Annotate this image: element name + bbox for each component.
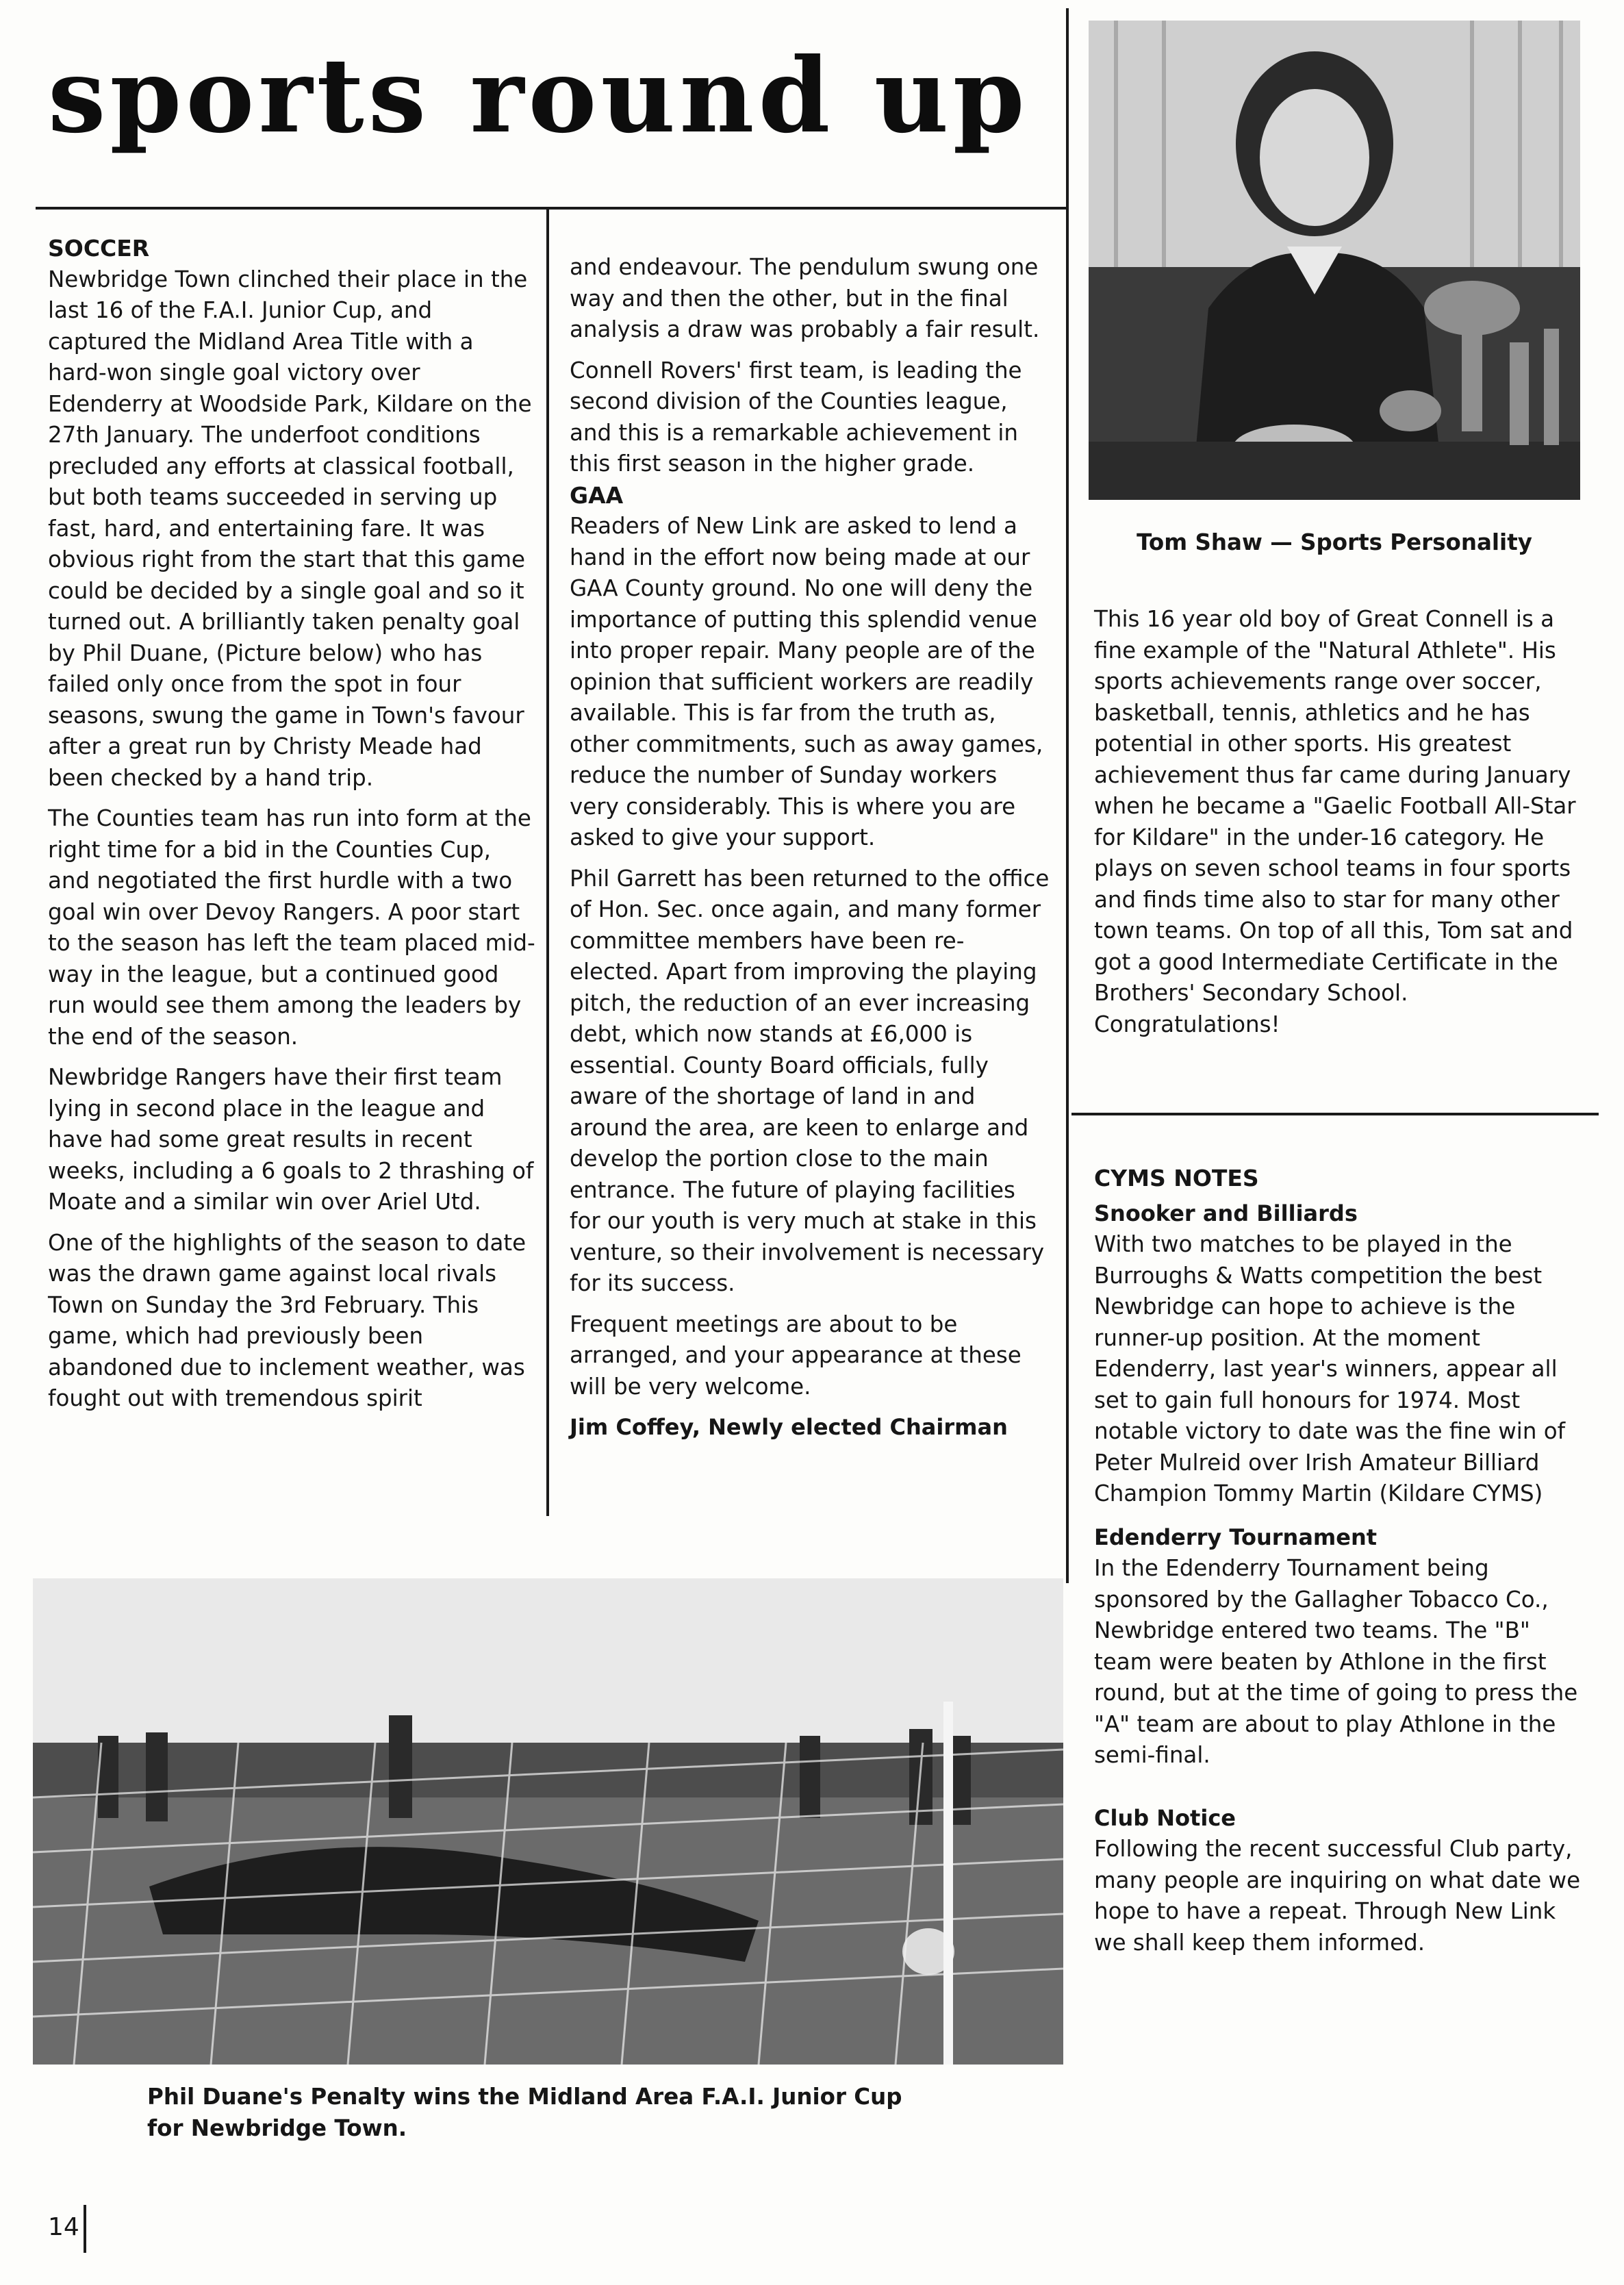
cyms-heading: CYMS NOTES bbox=[1094, 1165, 1259, 1191]
middle-column bbox=[570, 252, 1052, 1443]
portrait-caption: Tom Shaw — Sports Personality bbox=[1137, 529, 1532, 555]
soccer-column bbox=[48, 233, 537, 1424]
gaa-signature: Jim Coffey, Newly elected Chairman bbox=[570, 1414, 1008, 1440]
tom-shaw-photo bbox=[1089, 21, 1580, 500]
right-section-rule bbox=[1071, 1113, 1599, 1115]
soccer-heading: SOCCER bbox=[48, 235, 150, 262]
gaa-paragraph: Phil Garrett has been returned to the office of Hon. Sec. once again, and many former committee members have been re-elected. Apart from improving the playing pitch, the reduction of an ever increasing debt, which now stands at £6,000 is essential. County Board officials, fully aware of the shortage of land in and around the area, are keen to enlarge and develop the portion close to the main entrance. The future of playing facilities for our youth is very much at stake in this venture, so their involvement is necessary for its success. bbox=[570, 865, 1050, 1296]
profile-text: This 16 year old boy of Great Connell is a fine example of the "Natural Athlete". His sports achievements range over soccer, basketball, tennis, athletics and he has potential in other sports. His greatest achievement thus far came during January when he became a "Gaelic Football All-Star for Kildare" in the under-16 category. He plays on seven school teams in four sports and finds time also to star for many other town teams. On top of all this, Tom sat and got a good Intermediate Certificate in the Brothers' Secondary School. Congratulations! bbox=[1094, 606, 1576, 1037]
cyms-column bbox=[1094, 1163, 1587, 1968]
soccer-paragraph: Newbridge Town clinched their place in the last 16 of the F.A.I. Junior Cup, and captured the Midland Area Title with a hard-won single goal victory over Edenderry at Woodside Park, Kildare on the 27th January. The underfoot conditions precluded any efforts at classical football, but both teams succeeded in serving up fast, hard, and entertaining fare. It was obvious right from the start that this game could be decided by a single goal and so it turned out. A brilliantly taken penalty goal by Phil Duane, (Picture below) who has failed only once from the spot in four seasons, swung the game in Town's favour after a great run by Christy Meade had been checked by a hand trip. bbox=[48, 266, 532, 791]
penalty-caption: Phil Duane's Penalty wins the Midland Area F.A.I. Junior Cup for Newbridge Town. bbox=[147, 2084, 902, 2141]
tournament-text: In the Edenderry Tournament being sponsored by the Gallagher Tobacco Co., Newbridge entered two teams. The "B" team were beaten by Athlone in the first round, but at the time of going to press the "A" team are about to play Athlone in the semi-final. bbox=[1094, 1555, 1578, 1768]
gaa-heading: GAA bbox=[570, 481, 624, 509]
middle-paragraph: Connell Rovers' first team, is leading the second division of the Counties league, and this is a remarkable achievement in this first season in the higher grade. bbox=[570, 357, 1022, 477]
penalty-photo bbox=[33, 1578, 1063, 2065]
football-match-image bbox=[33, 1578, 1063, 2065]
page-number: 14 bbox=[48, 2213, 79, 2241]
page-number-rule bbox=[84, 2205, 86, 2253]
right-column-divider bbox=[1066, 8, 1069, 1583]
gaa-paragraph: Readers of New Link are asked to lend a hand in the effort now being made at our GAA County ground. No one will deny the importance of putting this splendid venue into proper repair. Many people are of the opinion that sufficient workers are readily available. This is far from the truth as, other commitments, such as away games, reduce the number of Sunday workers very considerably. This is where you are asked to give your support. bbox=[570, 513, 1043, 850]
club-notice-text: Following the recent successful Club party, many people are inquiring on what date we hope to have a repeat. Through New Link we shall keep them informed. bbox=[1094, 1836, 1581, 1956]
tournament-heading: Edenderry Tournament bbox=[1094, 1524, 1378, 1550]
soccer-paragraph: Newbridge Rangers have their first team lying in second place in the league and have had some great results in recent weeks, including a 6 goals to 2 thrashing of Moate and a similar win over Ariel Utd. bbox=[48, 1064, 534, 1215]
soccer-paragraph: The Counties team has run into form at the right time for a bid in the Counties Cup, and negotiated the first hurdle with a two goal win over Devoy Rangers. A poor start to the season has left the team placed mid-way in the league, but a continued good run would see them among the leaders by the end of the season. bbox=[48, 805, 535, 1050]
page-title: sports round up bbox=[48, 36, 1029, 156]
portrait-image bbox=[1089, 21, 1580, 500]
club-notice-heading: Club Notice bbox=[1094, 1804, 1236, 1831]
soccer-paragraph: One of the highlights of the season to date was the drawn game against local rivals Town on Sunday the 3rd February. This game, which had previously been abandoned due to inclement weather, was fought out with tremendous spirit bbox=[48, 1229, 526, 1411]
header-rule bbox=[36, 207, 1066, 210]
middle-column-divider bbox=[546, 208, 549, 1516]
gaa-paragraph: Frequent meetings are about to be arranged, and your appearance at these will be very welcome. bbox=[570, 1311, 1022, 1400]
middle-paragraph: and endeavour. The pendulum swung one way and then the other, but in the final analysis a draw was probably a fair result. bbox=[570, 254, 1040, 342]
snooker-heading: Snooker and Billiards bbox=[1094, 1200, 1358, 1226]
snooker-text: With two matches to be played in the Burroughs & Watts competition the best Newbridge can hope to achieve is the runner-up position. At the moment Edenderry, last year's winners, appear all set to gain full honours for 1974. Most notable victory to date was the fine win of Peter Mulreid over Irish Amateur Billiard Champion Tommy Martin (Kildare CYMS) bbox=[1094, 1231, 1566, 1506]
